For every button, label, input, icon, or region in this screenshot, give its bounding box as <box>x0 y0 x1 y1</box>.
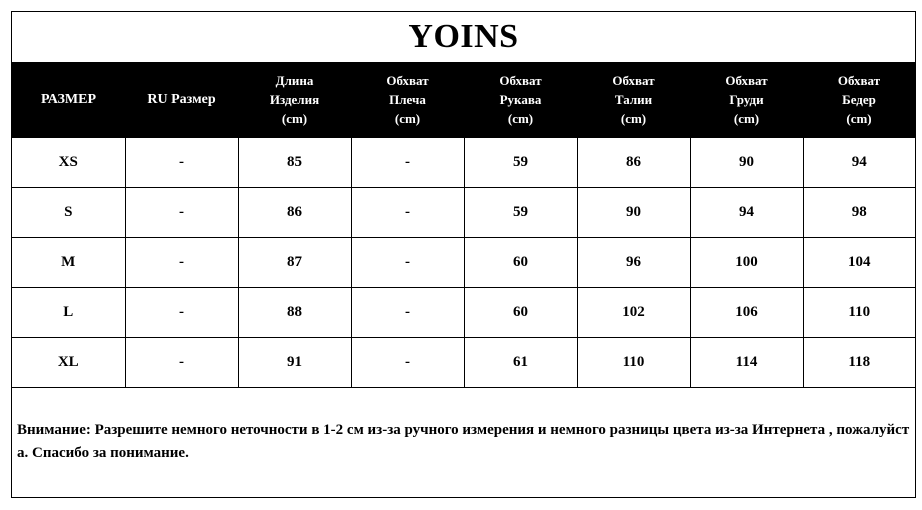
header-ru-size: RU Размер <box>125 62 238 138</box>
cell-sleeve: 59 <box>464 188 577 238</box>
cell-ru-size: - <box>125 338 238 388</box>
cell-bust: 94 <box>690 188 803 238</box>
cell-ru-size: - <box>125 138 238 188</box>
size-chart-frame <box>11 11 916 498</box>
cell-size: M <box>12 238 125 288</box>
header-sleeve: Обхват Рукава (cm) <box>464 62 577 138</box>
header-hip: Обхват Бедер (cm) <box>803 62 915 138</box>
cell-sleeve: 59 <box>464 138 577 188</box>
cell-ru-size: - <box>125 238 238 288</box>
cell-hip: 94 <box>803 138 915 188</box>
cell-shoulder: - <box>351 338 464 388</box>
cell-shoulder: - <box>351 288 464 338</box>
cell-length: 87 <box>238 238 351 288</box>
cell-ru-size: - <box>125 288 238 338</box>
cell-length: 85 <box>238 138 351 188</box>
cell-hip: 104 <box>803 238 915 288</box>
cell-sleeve: 60 <box>464 238 577 288</box>
cell-length: 86 <box>238 188 351 238</box>
header-size: РАЗМЕР <box>12 62 125 138</box>
header-length: Длина Изделия (cm) <box>238 62 351 138</box>
table-row <box>12 188 915 238</box>
cell-shoulder: - <box>351 188 464 238</box>
table-row <box>12 288 915 338</box>
cell-length: 91 <box>238 338 351 388</box>
cell-bust: 106 <box>690 288 803 338</box>
cell-sleeve: 61 <box>464 338 577 388</box>
cell-waist: 90 <box>577 188 690 238</box>
cell-waist: 110 <box>577 338 690 388</box>
cell-ru-size: - <box>125 188 238 238</box>
cell-size: L <box>12 288 125 338</box>
measurement-note: Внимание: Разрешите немного неточности в 1-2 см из-за ручного измерения и немного разницы цвета из-за Интернета , пожалуйста. Спасибо за понимание. <box>17 422 910 461</box>
size-table <box>12 62 915 388</box>
cell-bust: 100 <box>690 238 803 288</box>
cell-size: S <box>12 188 125 238</box>
cell-bust: 114 <box>690 338 803 388</box>
header-shoulder: Обхват Плеча (cm) <box>351 62 464 138</box>
header-bust: Обхват Груди (cm) <box>690 62 803 138</box>
brand-title: YOINS <box>408 18 519 55</box>
cell-waist: 102 <box>577 288 690 338</box>
cell-size: XL <box>12 338 125 388</box>
cell-hip: 98 <box>803 188 915 238</box>
cell-bust: 90 <box>690 138 803 188</box>
cell-hip: 118 <box>803 338 915 388</box>
table-row <box>12 338 915 388</box>
table-header-row <box>12 62 915 138</box>
header-waist: Обхват Талии (cm) <box>577 62 690 138</box>
cell-length: 88 <box>238 288 351 338</box>
cell-waist: 86 <box>577 138 690 188</box>
cell-sleeve: 60 <box>464 288 577 338</box>
cell-size: XS <box>12 138 125 188</box>
cell-shoulder: - <box>351 138 464 188</box>
cell-shoulder: - <box>351 238 464 288</box>
cell-hip: 110 <box>803 288 915 338</box>
table-row <box>12 138 915 188</box>
table-row <box>12 238 915 288</box>
cell-waist: 96 <box>577 238 690 288</box>
